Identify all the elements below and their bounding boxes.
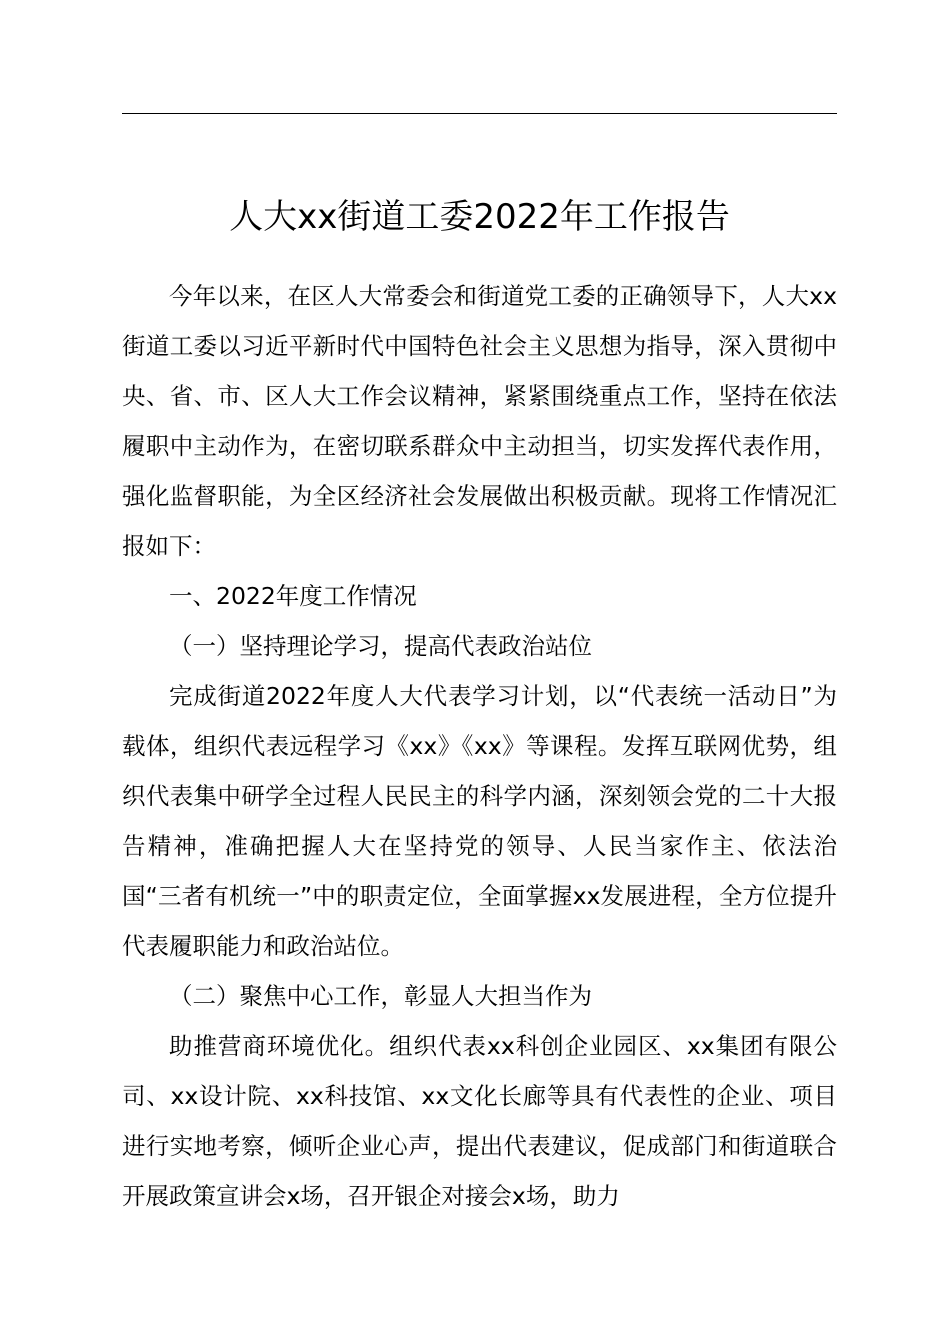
intro-paragraph: 今年以来，在区人大常委会和街道党工委的正确领导下，人大xx街道工委以习近平新时代中国特色社会主义思想为指导，深入贯彻中央、省、市、区人大工作会议精神，紧紧围绕重点工作，坚持在依法履职中主动作为，在密切联系群众中主动担当，切实发挥代表作用，强化监督职能，为全区经济社会发展做出积极贡献。现将工作情况汇报如下：	[122, 282, 837, 560]
body-paragraph-study: 完成街道2022年度人大代表学习计划，以“代表统一活动日”为载体，组织代表远程学习《xx》《xx》等课程。发挥互联网优势，组织代表集中研学全过程人民民主的科学内涵，深刻领会党的二十大报告精神，准确把握人大在坚持党的领导、人民当家作主、依法治国“三者有机统一”中的职责定位，全面掌握xx发展进程，全方位提升代表履职能力和政治站位。	[122, 682, 837, 960]
document-title: 人大xx街道工委2022年工作报告	[229, 196, 730, 237]
document-body	[122, 271, 837, 1221]
subsection-heading-1: （一）坚持理论学习，提高代表政治站位	[169, 632, 592, 660]
subsection-heading-2: （二）聚焦中心工作，彰显人大担当作为	[169, 982, 592, 1010]
header-rule	[122, 113, 837, 114]
section-heading-1: 一、2022年度工作情况	[169, 582, 417, 610]
body-paragraph-business: 助推营商环境优化。组织代表xx科创企业园区、xx集团有限公司、xx设计院、xx科技馆、xx文化长廊等具有代表性的企业、项目进行实地考察，倾听企业心声，提出代表建议，促成部门和街道联合开展政策宣讲会x场，召开银企对接会x场，助力	[122, 1032, 837, 1210]
